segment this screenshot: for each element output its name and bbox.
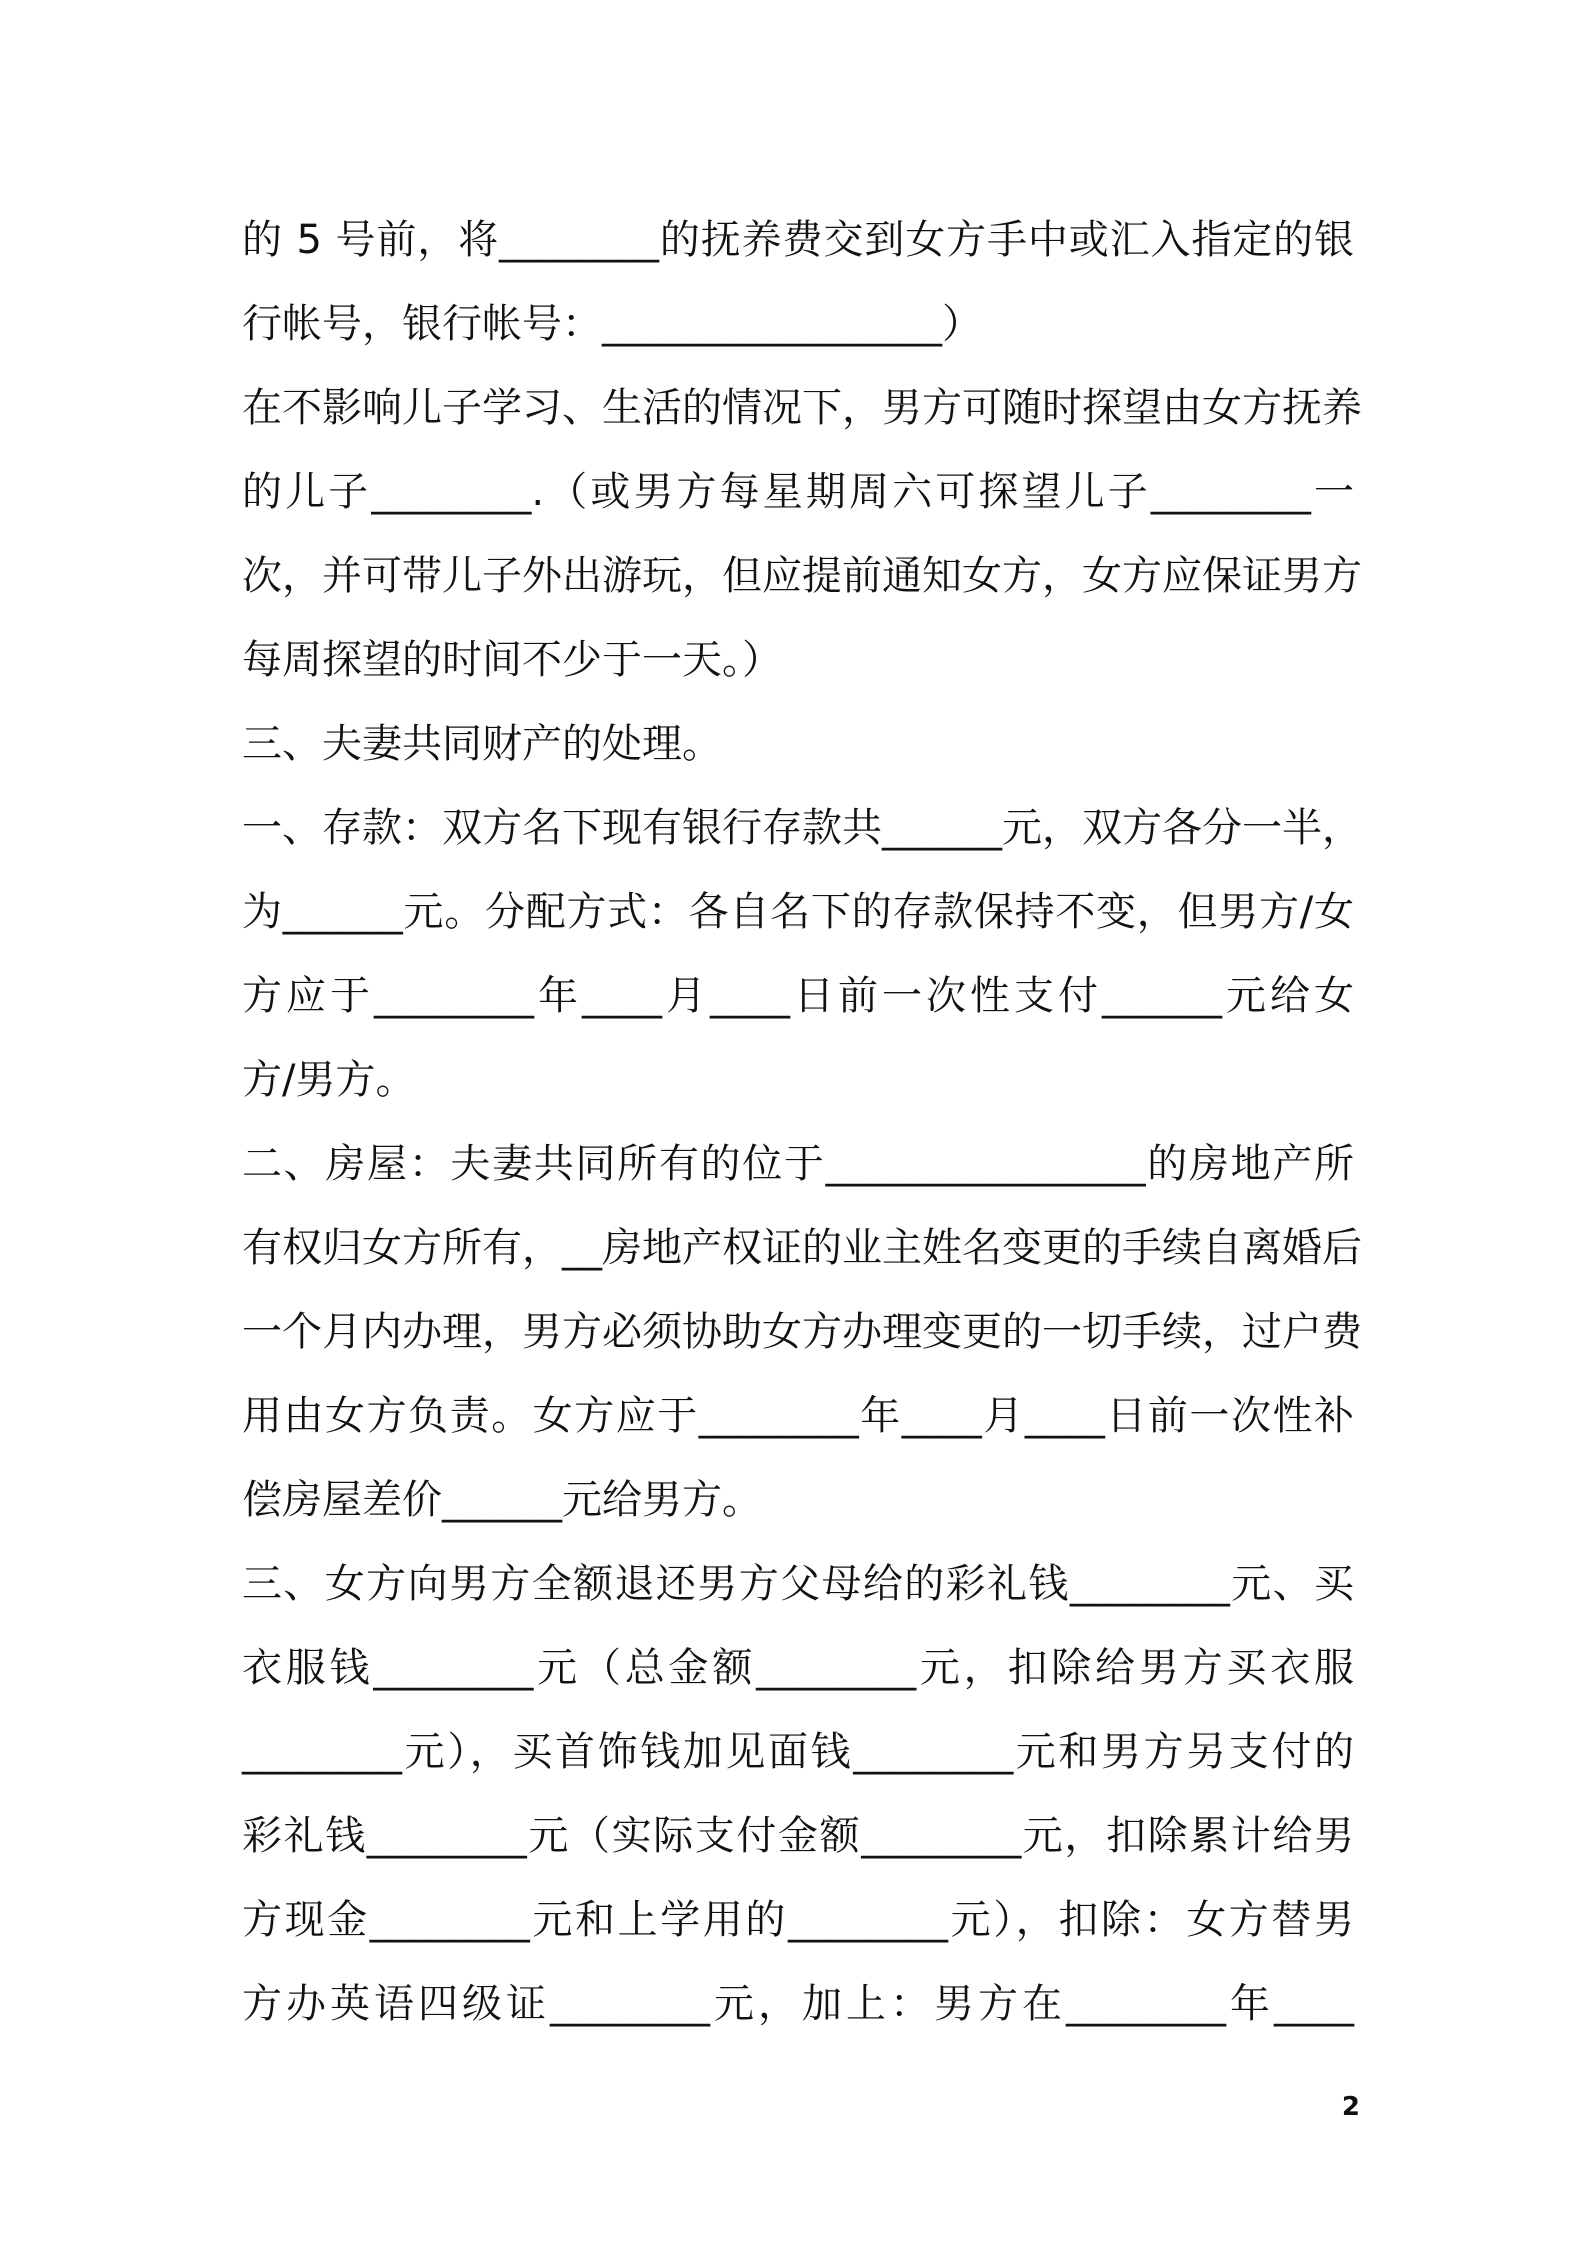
page-number: 2 bbox=[1341, 2092, 1360, 2122]
text-line: 方/男方。 bbox=[242, 1057, 416, 1103]
text-line: 方办英语四级证________元，加上：男方在________年____ bbox=[242, 1981, 1354, 2027]
text-line: ________元），买首饰钱加见面钱________元和男方另支付的 bbox=[242, 1729, 1354, 1775]
text-line: 方应于________年____月____日前一次性支付______元给女 bbox=[242, 973, 1354, 1019]
text-line: 一、存款：双方名下现有银行存款共______元，双方各分一半， bbox=[242, 805, 1362, 851]
text-line: 每周探望的时间不少于一天。） bbox=[242, 637, 782, 683]
text-line: 为______元。分配方式：各自名下的存款保持不变，但男方/女 bbox=[242, 889, 1354, 935]
text-line: 行帐号，银行帐号：_________________） bbox=[242, 301, 982, 347]
section-heading: 三、夫妻共同财产的处理。 bbox=[242, 721, 722, 767]
text-line: 彩礼钱________元（实际支付金额________元，扣除累计给男 bbox=[242, 1813, 1354, 1859]
text-line: 用由女方负责。女方应于________年____月____日前一次性补 bbox=[242, 1393, 1354, 1439]
text-line: 方现金________元和上学用的________元），扣除：女方替男 bbox=[242, 1897, 1354, 1943]
text-line: 衣服钱________元（总金额________元，扣除给男方买衣服 bbox=[242, 1645, 1354, 1691]
text-line: 的儿子________.（或男方每星期周六可探望儿子________一 bbox=[242, 469, 1354, 515]
document-body bbox=[242, 198, 1362, 2046]
text-line: 二、房屋：夫妻共同所有的位于________________的房地产所 bbox=[242, 1141, 1354, 1187]
text-line: 有权归女方所有，__房地产权证的业主姓名变更的手续自离婚后 bbox=[242, 1225, 1362, 1271]
text-line: 次，并可带儿子外出游玩，但应提前通知女方，女方应保证男方 bbox=[242, 553, 1362, 599]
text-line: 的 5 号前，将________的抚养费交到女方手中或汇入指定的银 bbox=[242, 217, 1354, 263]
text-line: 三、女方向男方全额退还男方父母给的彩礼钱________元、买 bbox=[242, 1561, 1354, 1607]
text-line: 一个月内办理，男方必须协助女方办理变更的一切手续，过户费 bbox=[242, 1309, 1362, 1355]
text-line: 在不影响儿子学习、生活的情况下，男方可随时探望由女方抚养 bbox=[242, 385, 1362, 431]
text-line: 偿房屋差价______元给男方。 bbox=[242, 1477, 762, 1523]
